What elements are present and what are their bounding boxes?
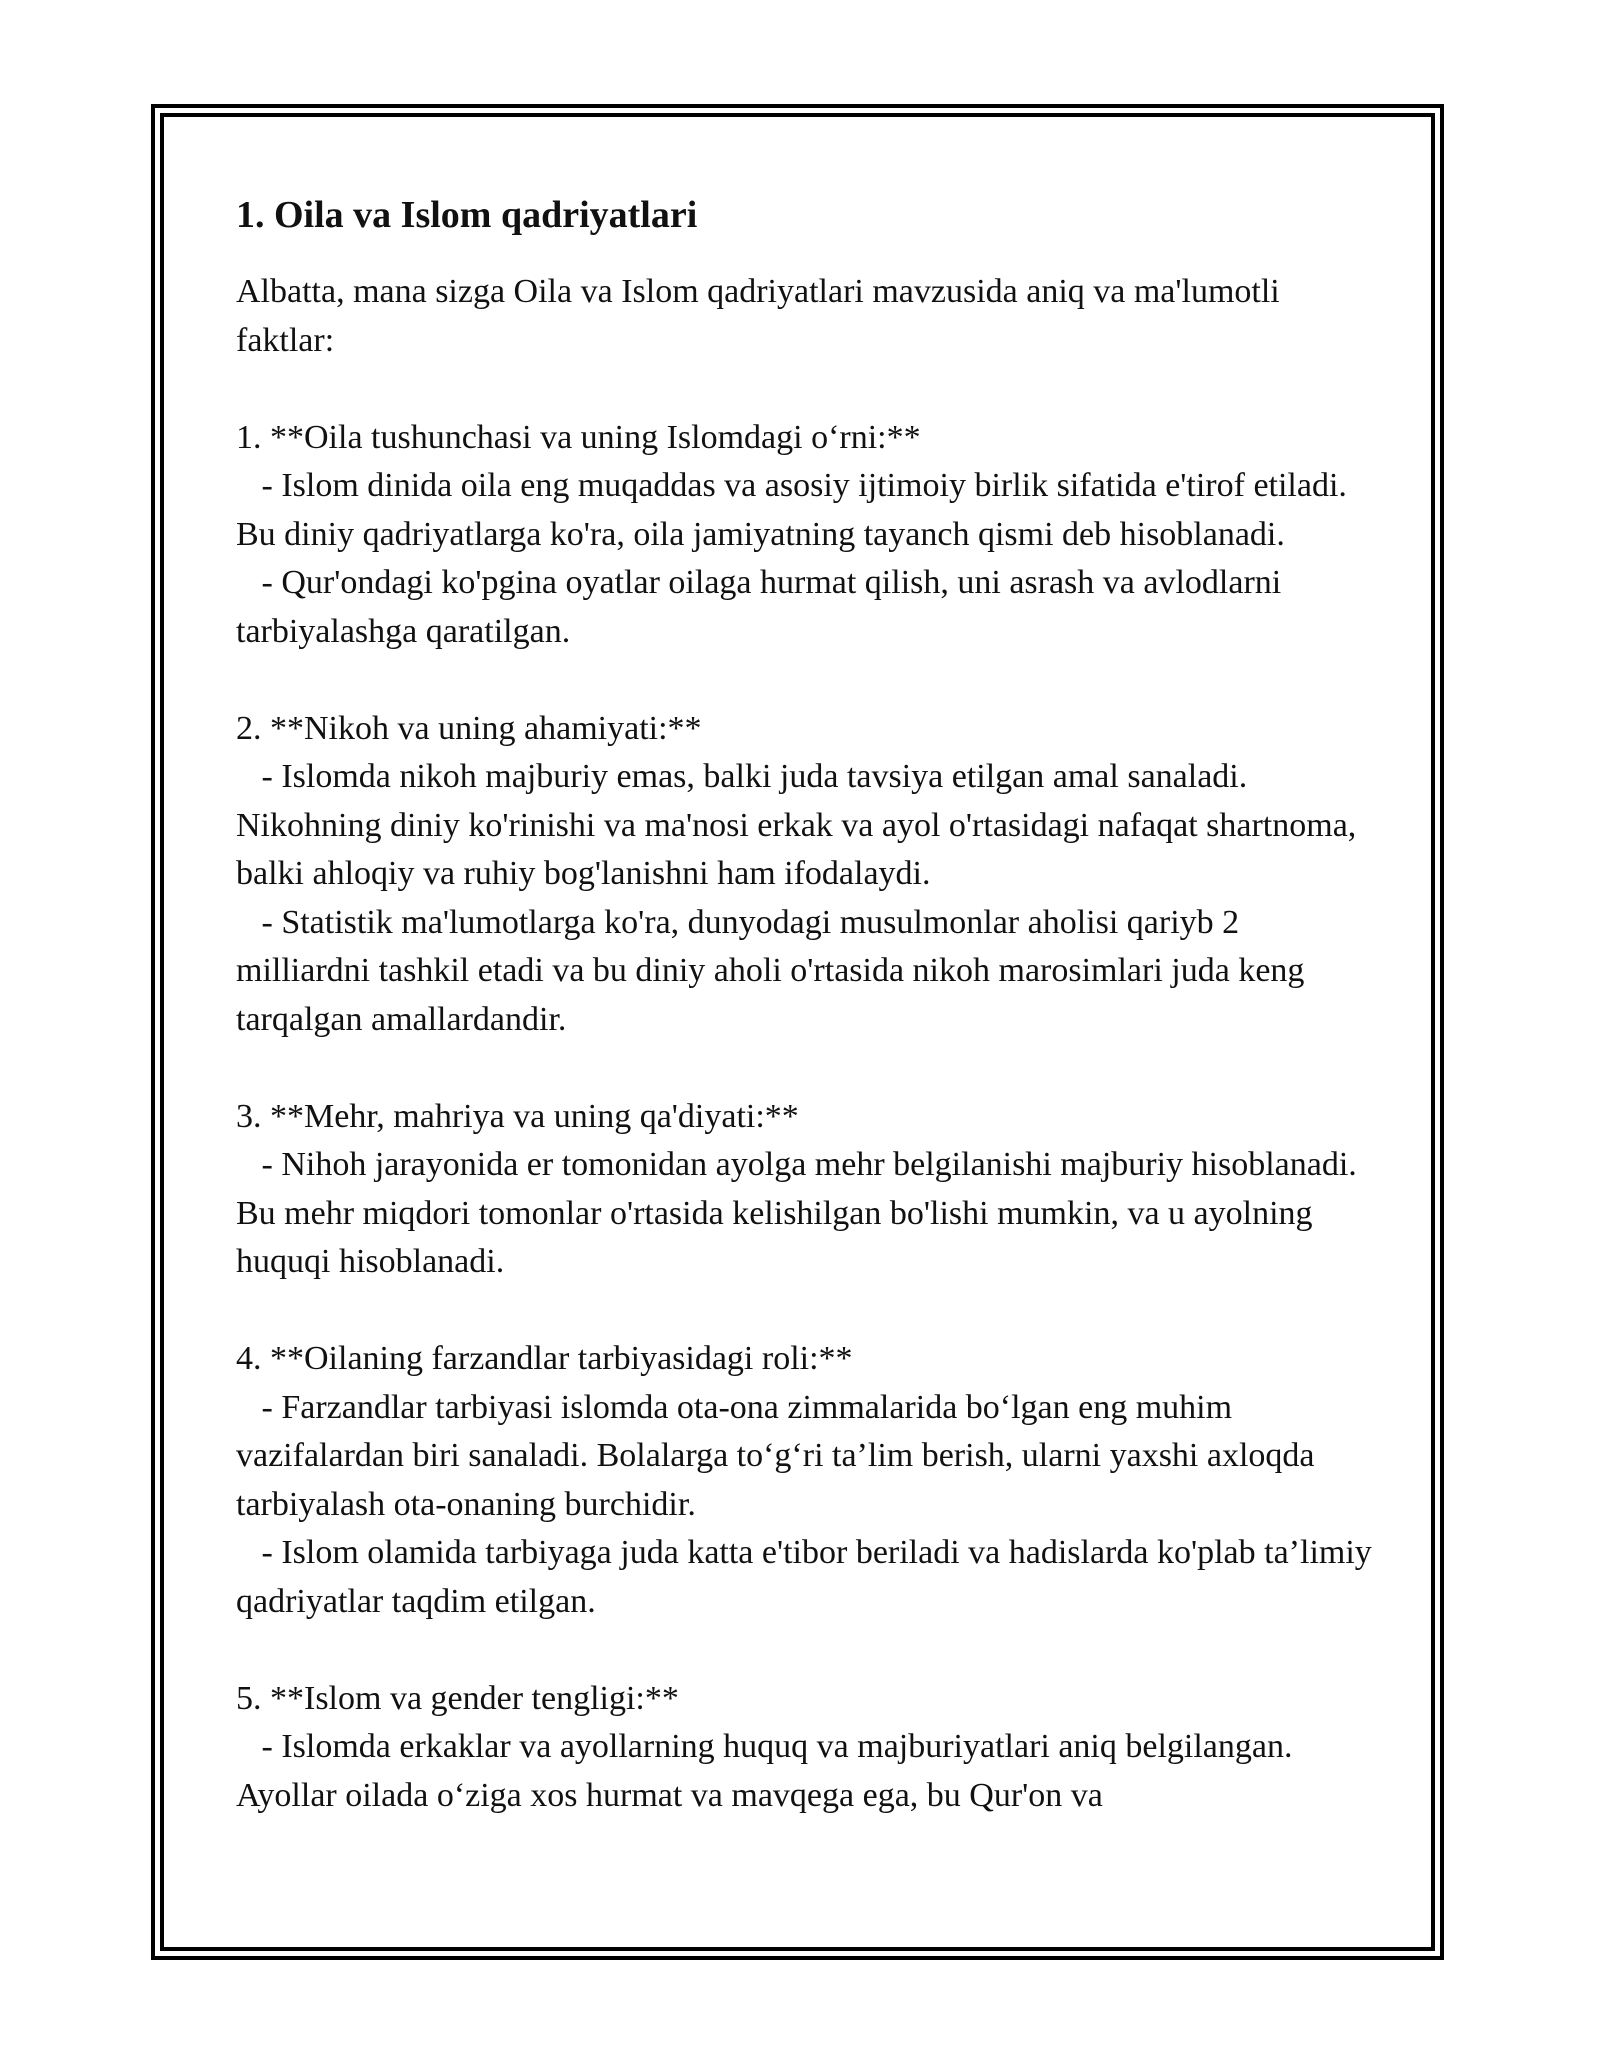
fact-title: 5. **Islom va gender tengligi:** [236,1679,679,1717]
spacer [236,1044,1376,1093]
fact-item-5 [236,1675,1376,1821]
document-body [236,185,1381,1820]
fact-item-2 [236,705,1376,1045]
intro-paragraph: Albatta, mana sizga Oila va Islom qadriyatlari mavzusida aniq va ma'lumotli faktlar: [236,273,1280,359]
fact-title: 2. **Nikoh va uning ahamiyati:** [236,709,702,747]
fact-paragraph: - Nihoh jarayonida er tomonidan ayolga mehr belgilanishi majburiy hisoblanadi. Bu mehr miqdori tomonlar o'rtasida kelishilgan bo'lishi mumkin, va u ayolning huquqi hisoblanadi. [236,1146,1366,1280]
fact-title: 4. **Oilaning farzandlar tarbiyasidagi roli:** [236,1340,853,1377]
fact-paragraph: - Islomda erkaklar va ayollarning huquq va majburiyatlari aniq belgilangan. Ayollar oilada o‘ziga xos hurmat va mavqega ega, bu Qur'on va [236,1728,1300,1814]
fact-item-1 [236,414,1376,657]
fact-paragraph: - Statistik ma'lumotlarga ko'ra, dunyodagi musulmonlar aholisi qariyb 2 milliardni tashkil etadi va bu diniy aholi o'rtasida nikoh marosimlari juda keng tarqalgan amallardandir. [236,903,1313,1038]
fact-item-4 [236,1335,1381,1626]
fact-paragraph: - Farzandlar tarbiyasi islomda ota-ona zimmalarida bo‘lgan eng muhim vazifalardan biri sanaladi. Bolalarga to‘g‘ri ta’lim berish, ularni yaxshi axloqda tarbiyalash ota-onaning burchidir. [236,1388,1324,1523]
spacer [236,656,1376,705]
spacer [236,1287,1376,1336]
fact-paragraph: - Islomda nikoh majburiy emas, balki juda tavsiya etilgan amal sanaladi. Nikohning diniy ko'rinishi va ma'nosi erkak va ayol o'rtasidagi nafaqat shartnoma, balki ahloqiy va ruhiy bog'lanishni ham ifodalaydi. [236,758,1365,892]
fact-paragraph: - Qur'ondagi ko'pgina oyatlar oilaga hurmat qilish, uni asrash va avlodlarni tarbiyalashga qaratilgan. [236,564,1290,650]
fact-paragraph: - Islom dinida oila eng muqaddas va asosiy ijtimoiy birlik sifatida e'tirof etiladi. Bu diniy qadriyatlarga ko'ra, oila jamiyatning tayanch qismi deb hisoblanadi. [236,467,1356,553]
spacer [236,1626,1376,1675]
spacer [236,365,1376,414]
document-heading: 1. Oila va Islom qadriyatlari [236,194,698,236]
fact-item-3 [236,1093,1376,1287]
fact-title: 1. **Oila tushunchasi va uning Islomdagi o‘rni:** [236,418,921,456]
fact-paragraph: - Islom olamida tarbiyaga juda katta e'tibor beriladi va hadislarda ko'plab ta’limiy qadriyatlar taqdim etilgan. [236,1534,1381,1620]
fact-title: 3. **Mehr, mahriya va uning qa'diyati:** [236,1097,799,1135]
